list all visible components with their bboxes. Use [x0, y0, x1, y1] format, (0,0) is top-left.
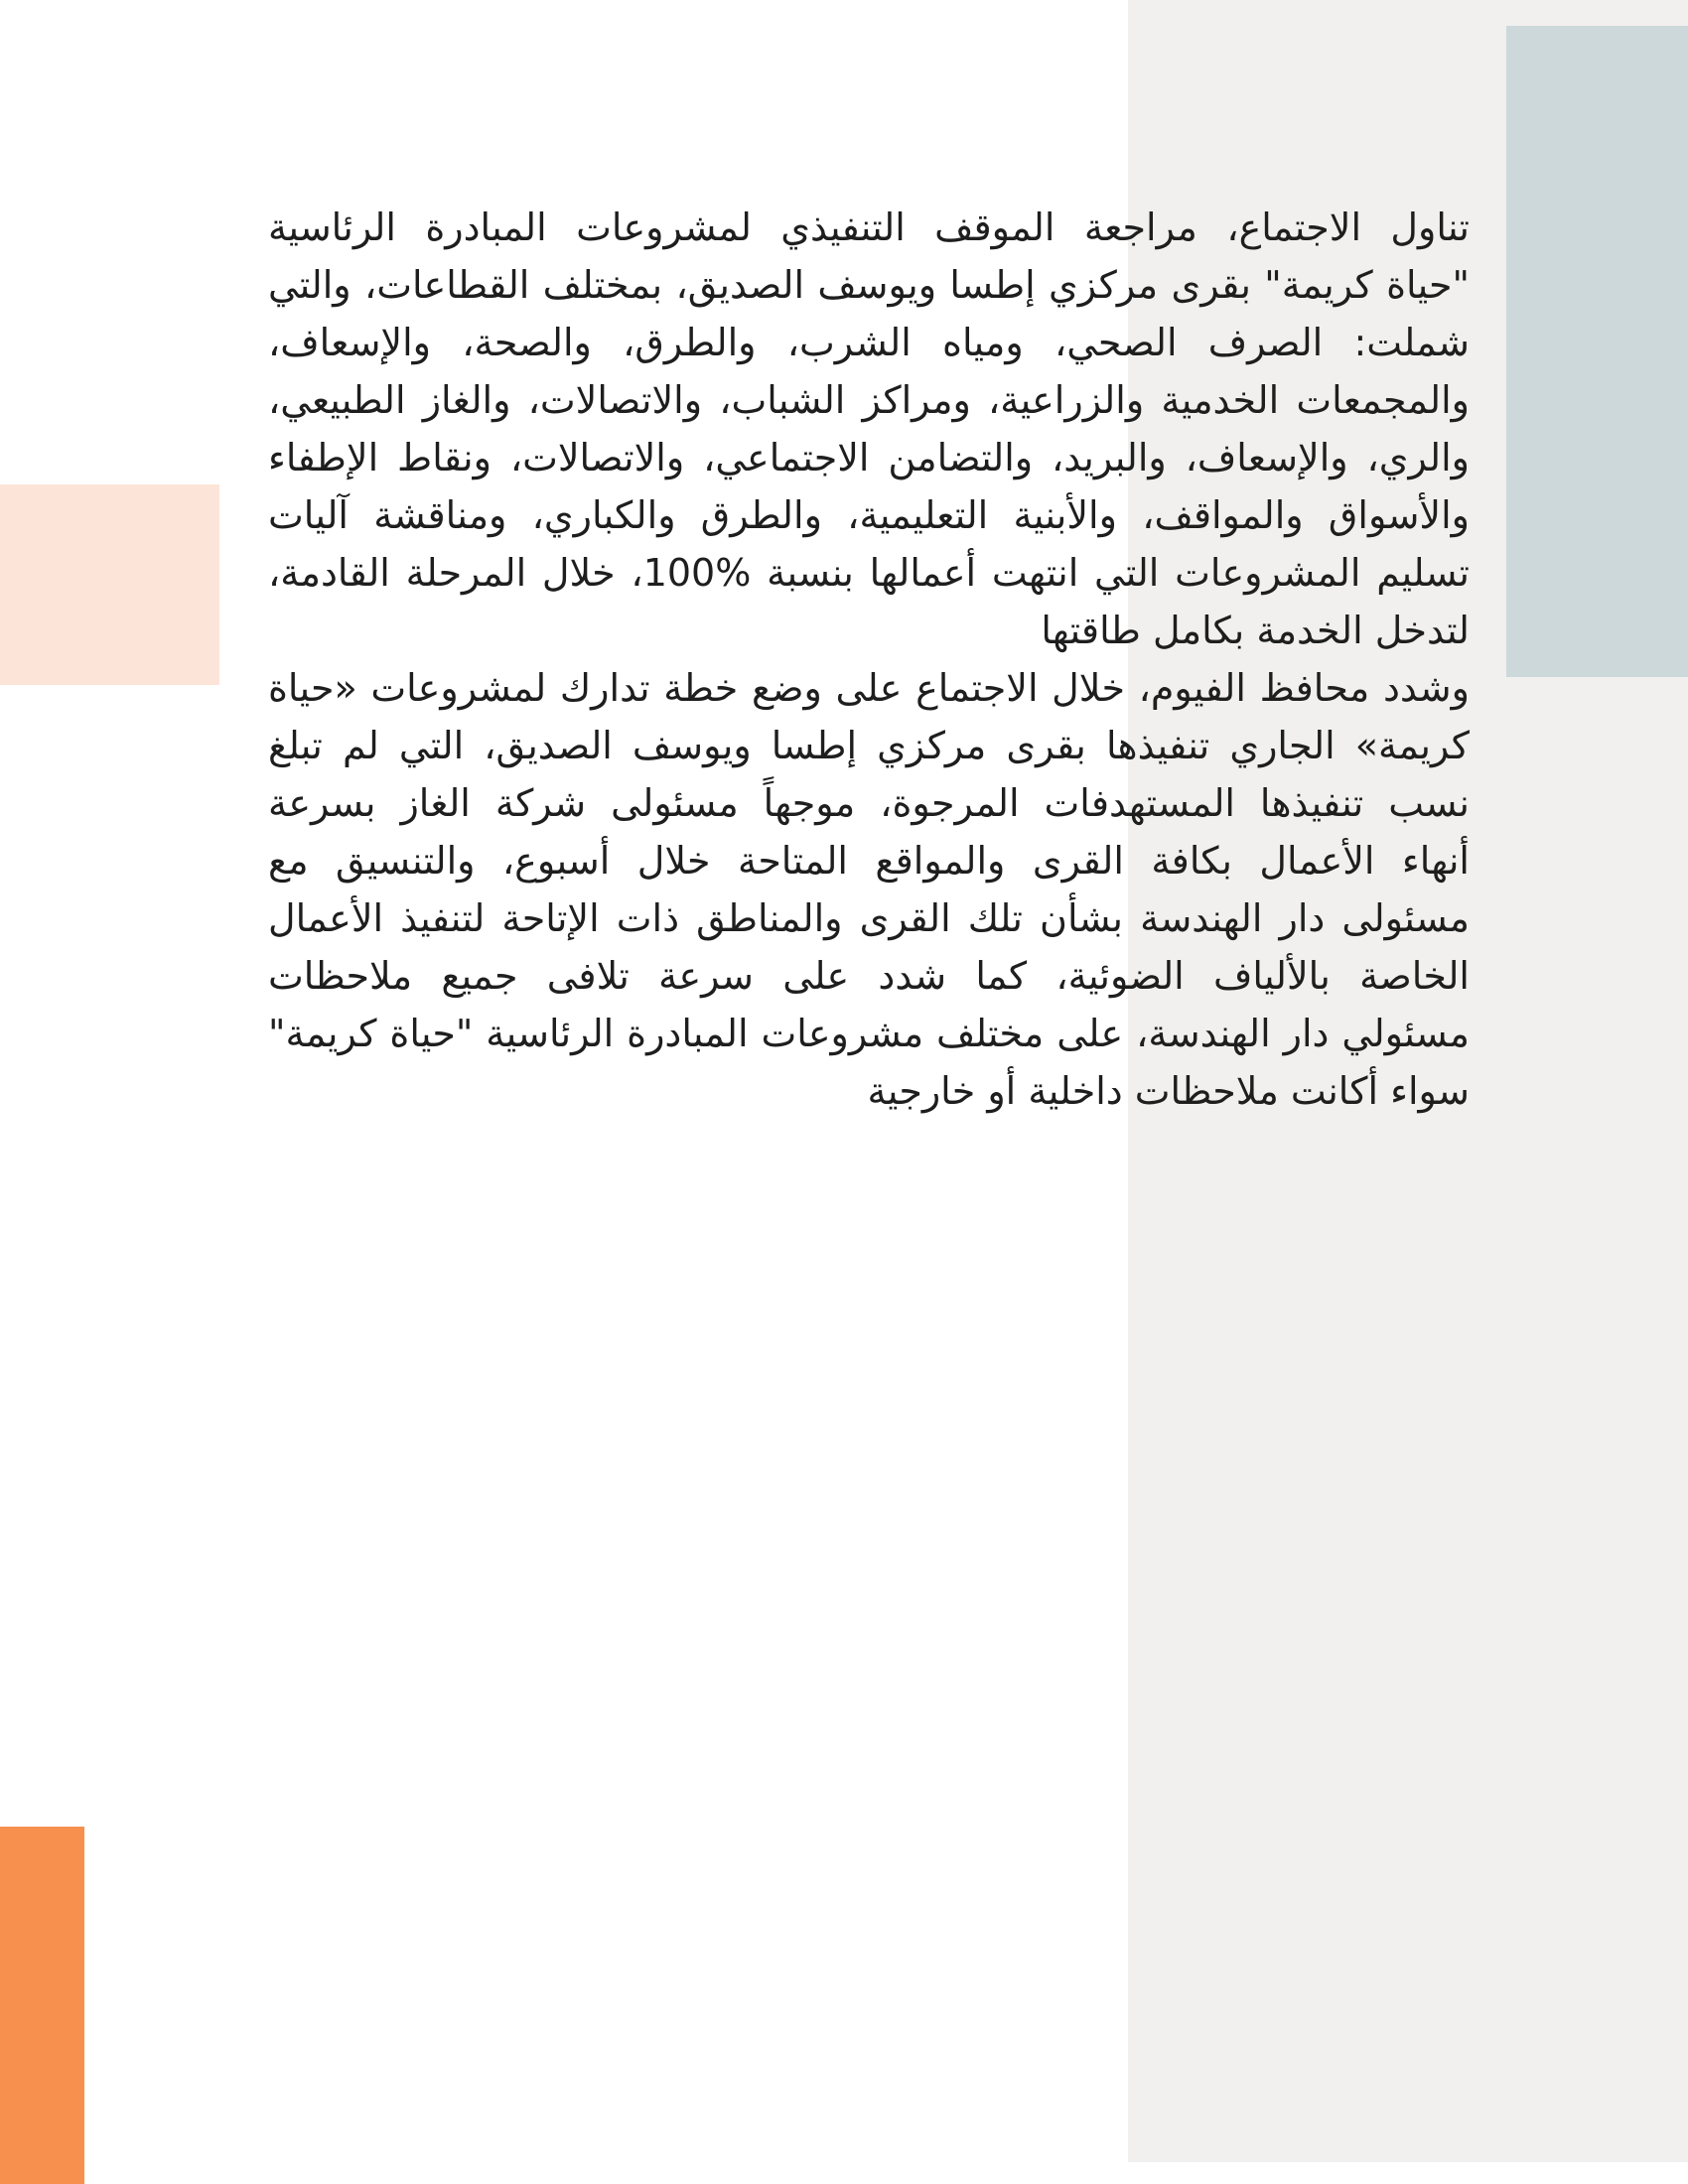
article-line: "حياة كريمة" بقرى مركزي إطسا ويوسف الصديق، بمختلف القطاعات، والتي: [268, 263, 1470, 307]
paragraph-2: [268, 659, 1470, 1120]
paragraph-1: [268, 199, 1470, 659]
article-line: كريمة» الجاري تنفيذها بقرى مركزي إطسا ويوسف الصديق، التي لم تبلغ: [268, 724, 1470, 767]
article-line: والمجمعات الخدمية والزراعية، ومراكز الشباب، والاتصالات، والغاز الطبيعي،: [268, 378, 1470, 422]
article-line: الخاصة بالألياف الضوئية، كما شدد على سرعة تلافى جميع ملاحظات: [268, 954, 1470, 998]
article-line: والري، والإسعاف، والبريد، والتضامن الاجتماعي، والاتصالات، ونقاط الإطفاء: [268, 436, 1470, 479]
article-line: نسب تنفيذها المستهدفات المرجوة، موجهاً مسئولى شركة الغاز بسرعة: [268, 781, 1470, 825]
article-text: [268, 199, 1470, 1120]
article-line: والأسواق والمواقف، والأبنية التعليمية، والطرق والكباري، ومناقشة آليات: [268, 493, 1470, 537]
article-line: شملت: الصرف الصحي، ومياه الشرب، والطرق، والصحة، والإسعاف،: [268, 321, 1470, 364]
article-line: مسئولى دار الهندسة بشأن تلك القرى والمناطق ذات الإتاحة لتنفيذ الأعمال: [268, 896, 1470, 940]
article-line: تسليم المشروعات التي انتهت أعمالها بنسبة %100، خلال المرحلة القادمة،: [268, 551, 1471, 595]
article-line: وشدد محافظ الفيوم، خلال الاجتماع على وضع خطة تدارك لمشروعات «حياة: [268, 666, 1470, 710]
article-line: مسئولي دار الهندسة، على مختلف مشروعات المبادرة الرئاسية "حياة كريمة": [268, 1012, 1470, 1055]
decor-block-top-right: [1506, 26, 1688, 677]
decor-block-bottom-left: [0, 1827, 84, 2184]
article-line: أنهاء الأعمال بكافة القرى والمواقع المتاحة خلال أسبوع، والتنسيق مع: [268, 839, 1470, 883]
decor-block-left: [0, 484, 219, 685]
article-line: لتدخل الخدمة بكامل طاقتها: [1041, 609, 1470, 652]
article-line: تناول الاجتماع، مراجعة الموقف التنفيذي لمشروعات المبادرة الرئاسية: [268, 205, 1470, 249]
article-line: سواء أكانت ملاحظات داخلية أو خارجية: [867, 1069, 1470, 1113]
